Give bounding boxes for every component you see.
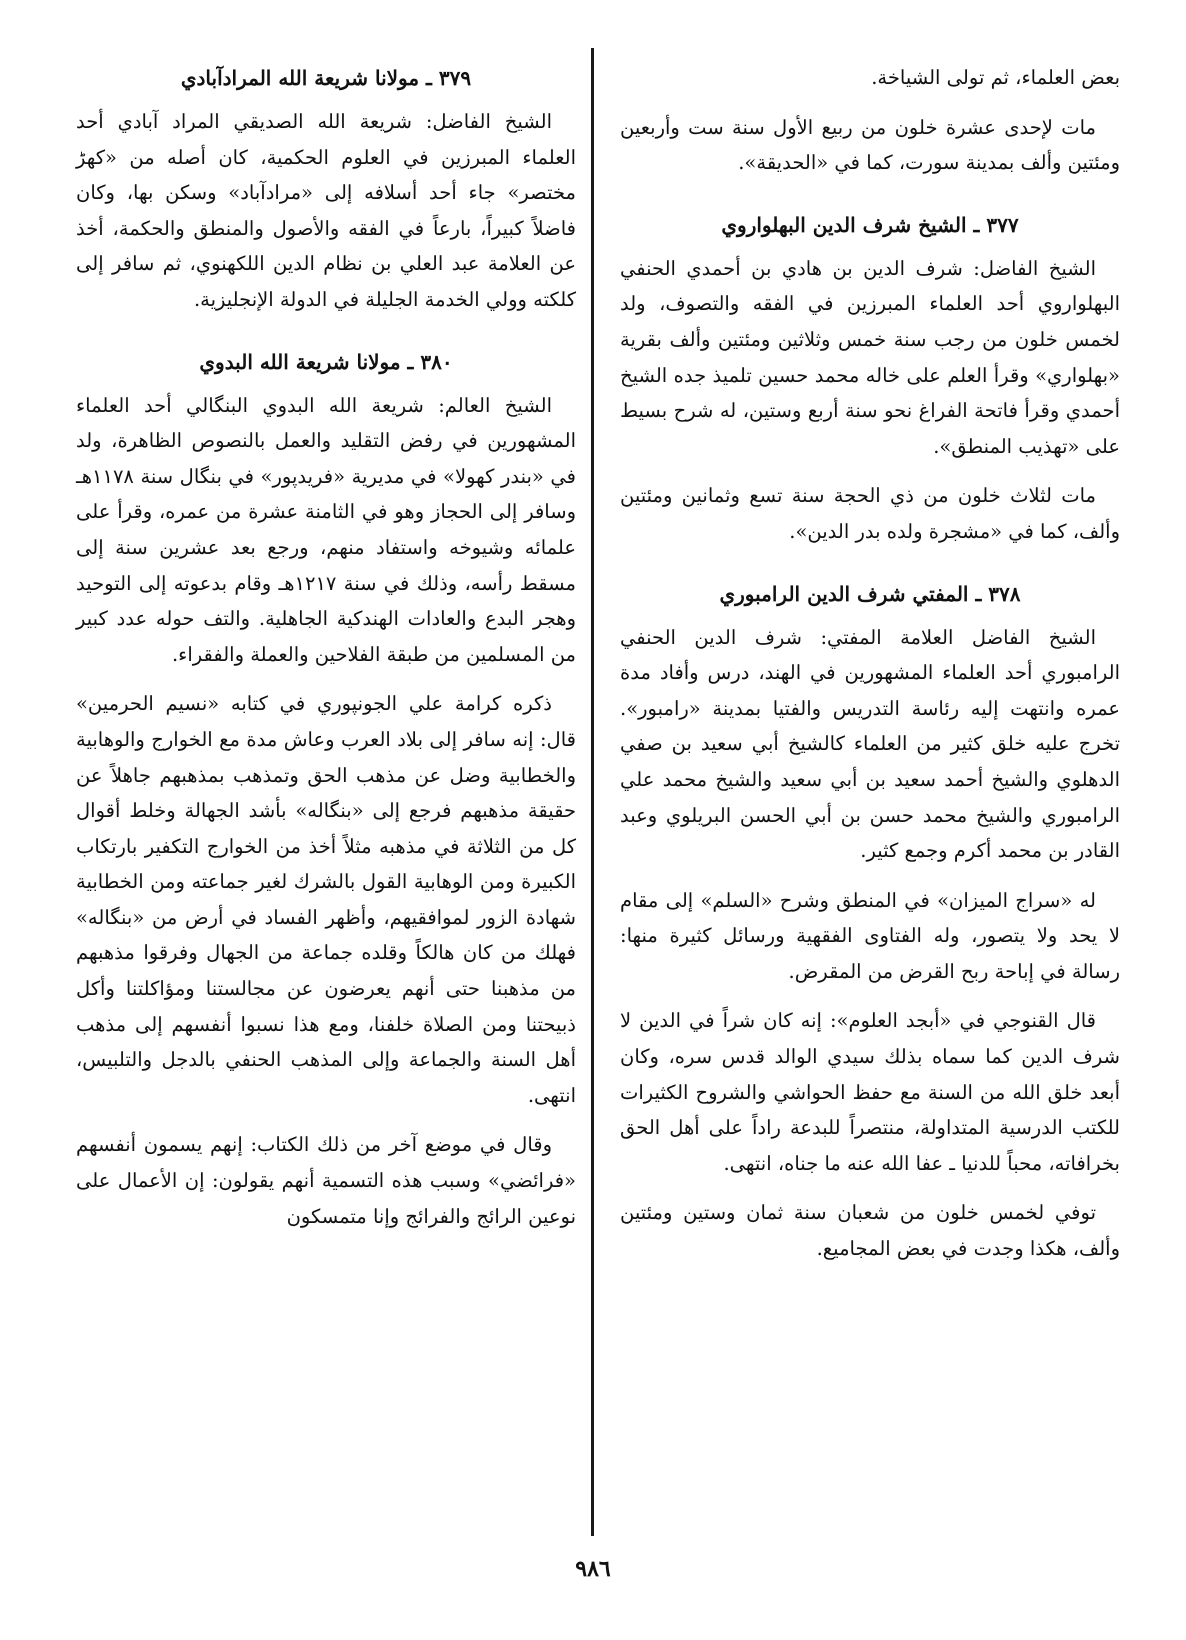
paragraph: بعض العلماء، ثم تولى الشياخة. [871,66,1120,89]
paragraph: الشيخ الفاضل: شرف الدين بن هادي بن أحمدي الحنفي البهلواروي أحد العلماء المبرزين في الفقه والتصوف، ولد لخمس خلون من رجب سنة خمس وثلاثين ومئتين وألف بقرية «بهلواري» وقرأ العلم على خاله محمد حسين تلميذ جده الشيخ أحمدي وقرأ فاتحة الفراغ نحو سنة أربع وستين، له شرح بسيط على «تهذيب المنطق». [620,256,1120,458]
paragraph: وقال في موضع آخر من ذلك الكتاب: إنهم يسمون أنفسهم «فرائضي» وسبب هذه التسمية أنهم يقولون: إن الأعمال على نوعين الرائج والفرائج وإنا متمسكون [76,1133,576,1228]
paragraph: مات لثلاث خلون من ذي الحجة سنة تسع وثمانين ومئتين وألف، كما في «مشجرة ولده بدر الدين». [620,484,1120,543]
column-divider [591,48,594,1536]
entry-heading-377: ٣٧٧ ـ الشيخ شرف الدين البهلواروي [721,212,1019,237]
entry-heading-380: ٣٨٠ ـ مولانا شريعة الله البدوي [199,349,453,374]
paragraph: الشيخ الفاضل: شريعة الله الصديقي المراد آبادي أحد العلماء المبرزين في العلوم الحكمية، كان أصله من «كهڑ مختصر» جاء أحد أسلافه إلى «مرادآباد» وسكن بها، وكان فاضلاً كبيراً، بارعاً في الفقه والأصول والمنطق والحكمة، أخذ عن العلامة عبد العلي بن نظام الدين اللكهنوي، ثم سافر إلى كلكته وولي الخدمة الجليلة في الدولة الإنجليزية. [76,110,576,311]
entry-heading-379: ٣٧٩ ـ مولانا شريعة الله المرادآبادي [180,66,472,90]
entry-heading-378: ٣٧٨ ـ المفتي شرف الدين الرامبوري [719,581,1021,606]
paragraph: ذكره كرامة علي الجونپوري في كتابه «نسيم الحرمين» قال: إنه سافر إلى بلاد العرب وعاش مدة مع الخوارج والوهابية والخطابية وضل عن مذهب الحق وتمذهب بمذهبهم جاهلاً عن حقيقة مذهبهم فرجع إلى «بنگاله» بأشد الجهالة وخلط أقوال كل من الثلاثة في مذهبه مثلاً أخذ من الخوارج التكفير بارتكاب الكبيرة ومن الوهابية القول بالشرك لغير جماعته ومن الخطابية شهادة الزور لموافقيهم، وأظهر الفساد في أرض من «بنگاله» فهلك من كان هالكاً وقلده جماعة من الجهال وفرقوا مذهبهم من مذهبنا حتى أنهم يعرضون عن مجالستنا ومؤاكلتنا وأكل ذبيحتنا ومن الصلاة خلفنا، ومع هذا نسبوا أنفسهم إلى مذهب أهل السنة والجماعة وإلى المذهب الحنفي بالدجل والتلبيس، انتهى. [76,692,576,1107]
right-column [620,60,1120,1267]
page-number: ٩٨٦ [575,1556,611,1582]
paragraph: مات لإحدى عشرة خلون من ربيع الأول سنة ست وأربعين ومئتين وألف بمدينة سورت، كما في «الحديقة». [620,115,1120,175]
left-column [76,60,576,1234]
paragraph: قال القنوجي في «أبجد العلوم»: إنه كان شراً في الدين لا شرف الدين كما سماه بذلك سيدي الوالد قدس سره، وكان أبعد خلق الله من السنة مع حفظ الحواشي والشروح الكثيرات للكتب الدرسية المتداولة، منتصراً للبدعة راداً على أهل الحق بخرافاته، محباً للدنيا ـ عفا الله عنه ما جناه، انتهى. [620,1009,1120,1175]
paragraph: الشيخ العالم: شريعة الله البدوي البنگالي أحد العلماء المشهورين في رفض التقليد والعمل بالنصوص الظاهرة، ولد في «بندر كهولا» في مديرية «فريدپور» في بنگال سنة ١١٧٨هـ وسافر إلى الحجاز وهو في الثامنة عشرة من عمره، وقرأ على علمائه وشيوخه واستفاد منهم، ورجع بعد عشرين سنة إلى مسقط رأسه، وذلك في سنة ١٢١٧هـ وقام بدعوته إلى التوحيد وهجر البدع والعادات الهندكية الجاهلية. والتف حوله عدد كبير من المسلمين من طبقة الفلاحين والعملة والفقراء. [76,393,577,666]
paragraph: الشيخ الفاضل العلامة المفتي: شرف الدين الحنفي الرامبوري أحد العلماء المشهورين في الهند، درس وأفاد مدة عمره وانتهت إليه رئاسة التدريس والفتيا بمدينة «رامبور». تخرج عليه خلق كثير من العلماء كالشيخ أبي سعيد بن صفي الدهلوي والشيخ أحمد سعيد بن أبي سعيد والشيخ محمد علي الرامبوري والشيخ محمد حسن بن أبي الحسن البريلوي وعبد القادر بن محمد أكرم وجمع كثير. [620,625,1120,863]
paragraph: له «سراج الميزان» في المنطق وشرح «السلم» إلى مقام لا يحد ولا يتصور، وله الفتاوى الفقهية ورسائل كثيرة منها: رسالة في إباحة ربح القرض من المقرض. [620,888,1120,983]
paragraph: توفي لخمس خلون من شعبان سنة ثمان وستين ومئتين وألف، هكذا وجدت في بعض المجاميع. [620,1201,1120,1261]
